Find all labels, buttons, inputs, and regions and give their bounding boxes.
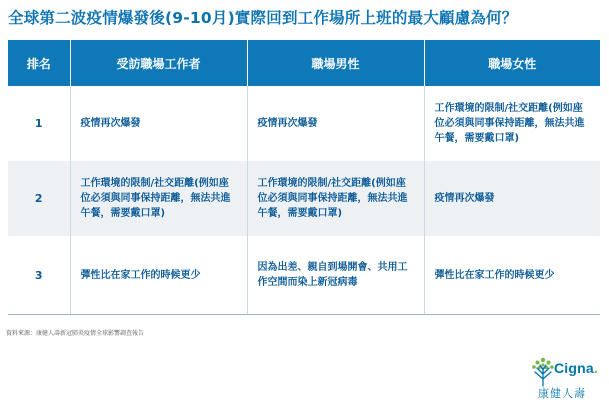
cigna-logo xyxy=(530,354,606,402)
logo-brand: Cigna xyxy=(554,360,594,376)
logo-chinese-name: 康健人壽 xyxy=(538,387,586,400)
header-female-workers: 職場女性 xyxy=(424,40,600,86)
header-rank: 排名 xyxy=(8,40,70,86)
tree-of-life-icon xyxy=(530,356,556,388)
rank-cell: 1 xyxy=(8,86,70,161)
table-header-row xyxy=(8,40,600,86)
all-workers-cell: 工作環境的限制/社交距離(例如座位必須與同事保持距離，無法共進午餐，需要戴口罩) xyxy=(70,161,247,236)
all-workers-cell: 疫情再次爆發 xyxy=(70,86,247,161)
female-workers-cell: 彈性比在家工作的時候更少 xyxy=(424,236,600,315)
table-row xyxy=(8,86,600,161)
rank-cell: 3 xyxy=(8,236,70,315)
header-all-workers: 受訪職場工作者 xyxy=(70,40,247,86)
rank-cell: 2 xyxy=(8,161,70,236)
all-workers-cell: 彈性比在家工作的時候更少 xyxy=(70,236,247,315)
logo-trademark-dot: . xyxy=(593,360,598,376)
female-workers-cell: 疫情再次爆發 xyxy=(424,161,600,236)
table-row xyxy=(8,236,600,315)
page-title: 全球第二波疫情爆發後(9-10月)實際回到工作場所上班的最大顧慮為何？ xyxy=(8,9,518,27)
female-workers-cell: 工作環境的限制/社交距離(例如座位必須與同事保持距離，無法共進午餐，需要戴口罩) xyxy=(424,86,600,161)
source-note: 資料來源：康健人壽新冠肺炎疫情全球影響調查報告 xyxy=(6,330,145,337)
male-workers-cell: 工作環境的限制/社交距離(例如座位必須與同事保持距離，無法共進午餐，需要戴口罩) xyxy=(247,161,424,236)
header-male-workers: 職場男性 xyxy=(247,40,424,86)
concerns-table xyxy=(8,40,600,315)
table-row xyxy=(8,161,600,236)
male-workers-cell: 因為出差、親自到場開會、共用工作空間而染上新冠病毒 xyxy=(247,236,424,315)
male-workers-cell: 疫情再次爆發 xyxy=(247,86,424,161)
